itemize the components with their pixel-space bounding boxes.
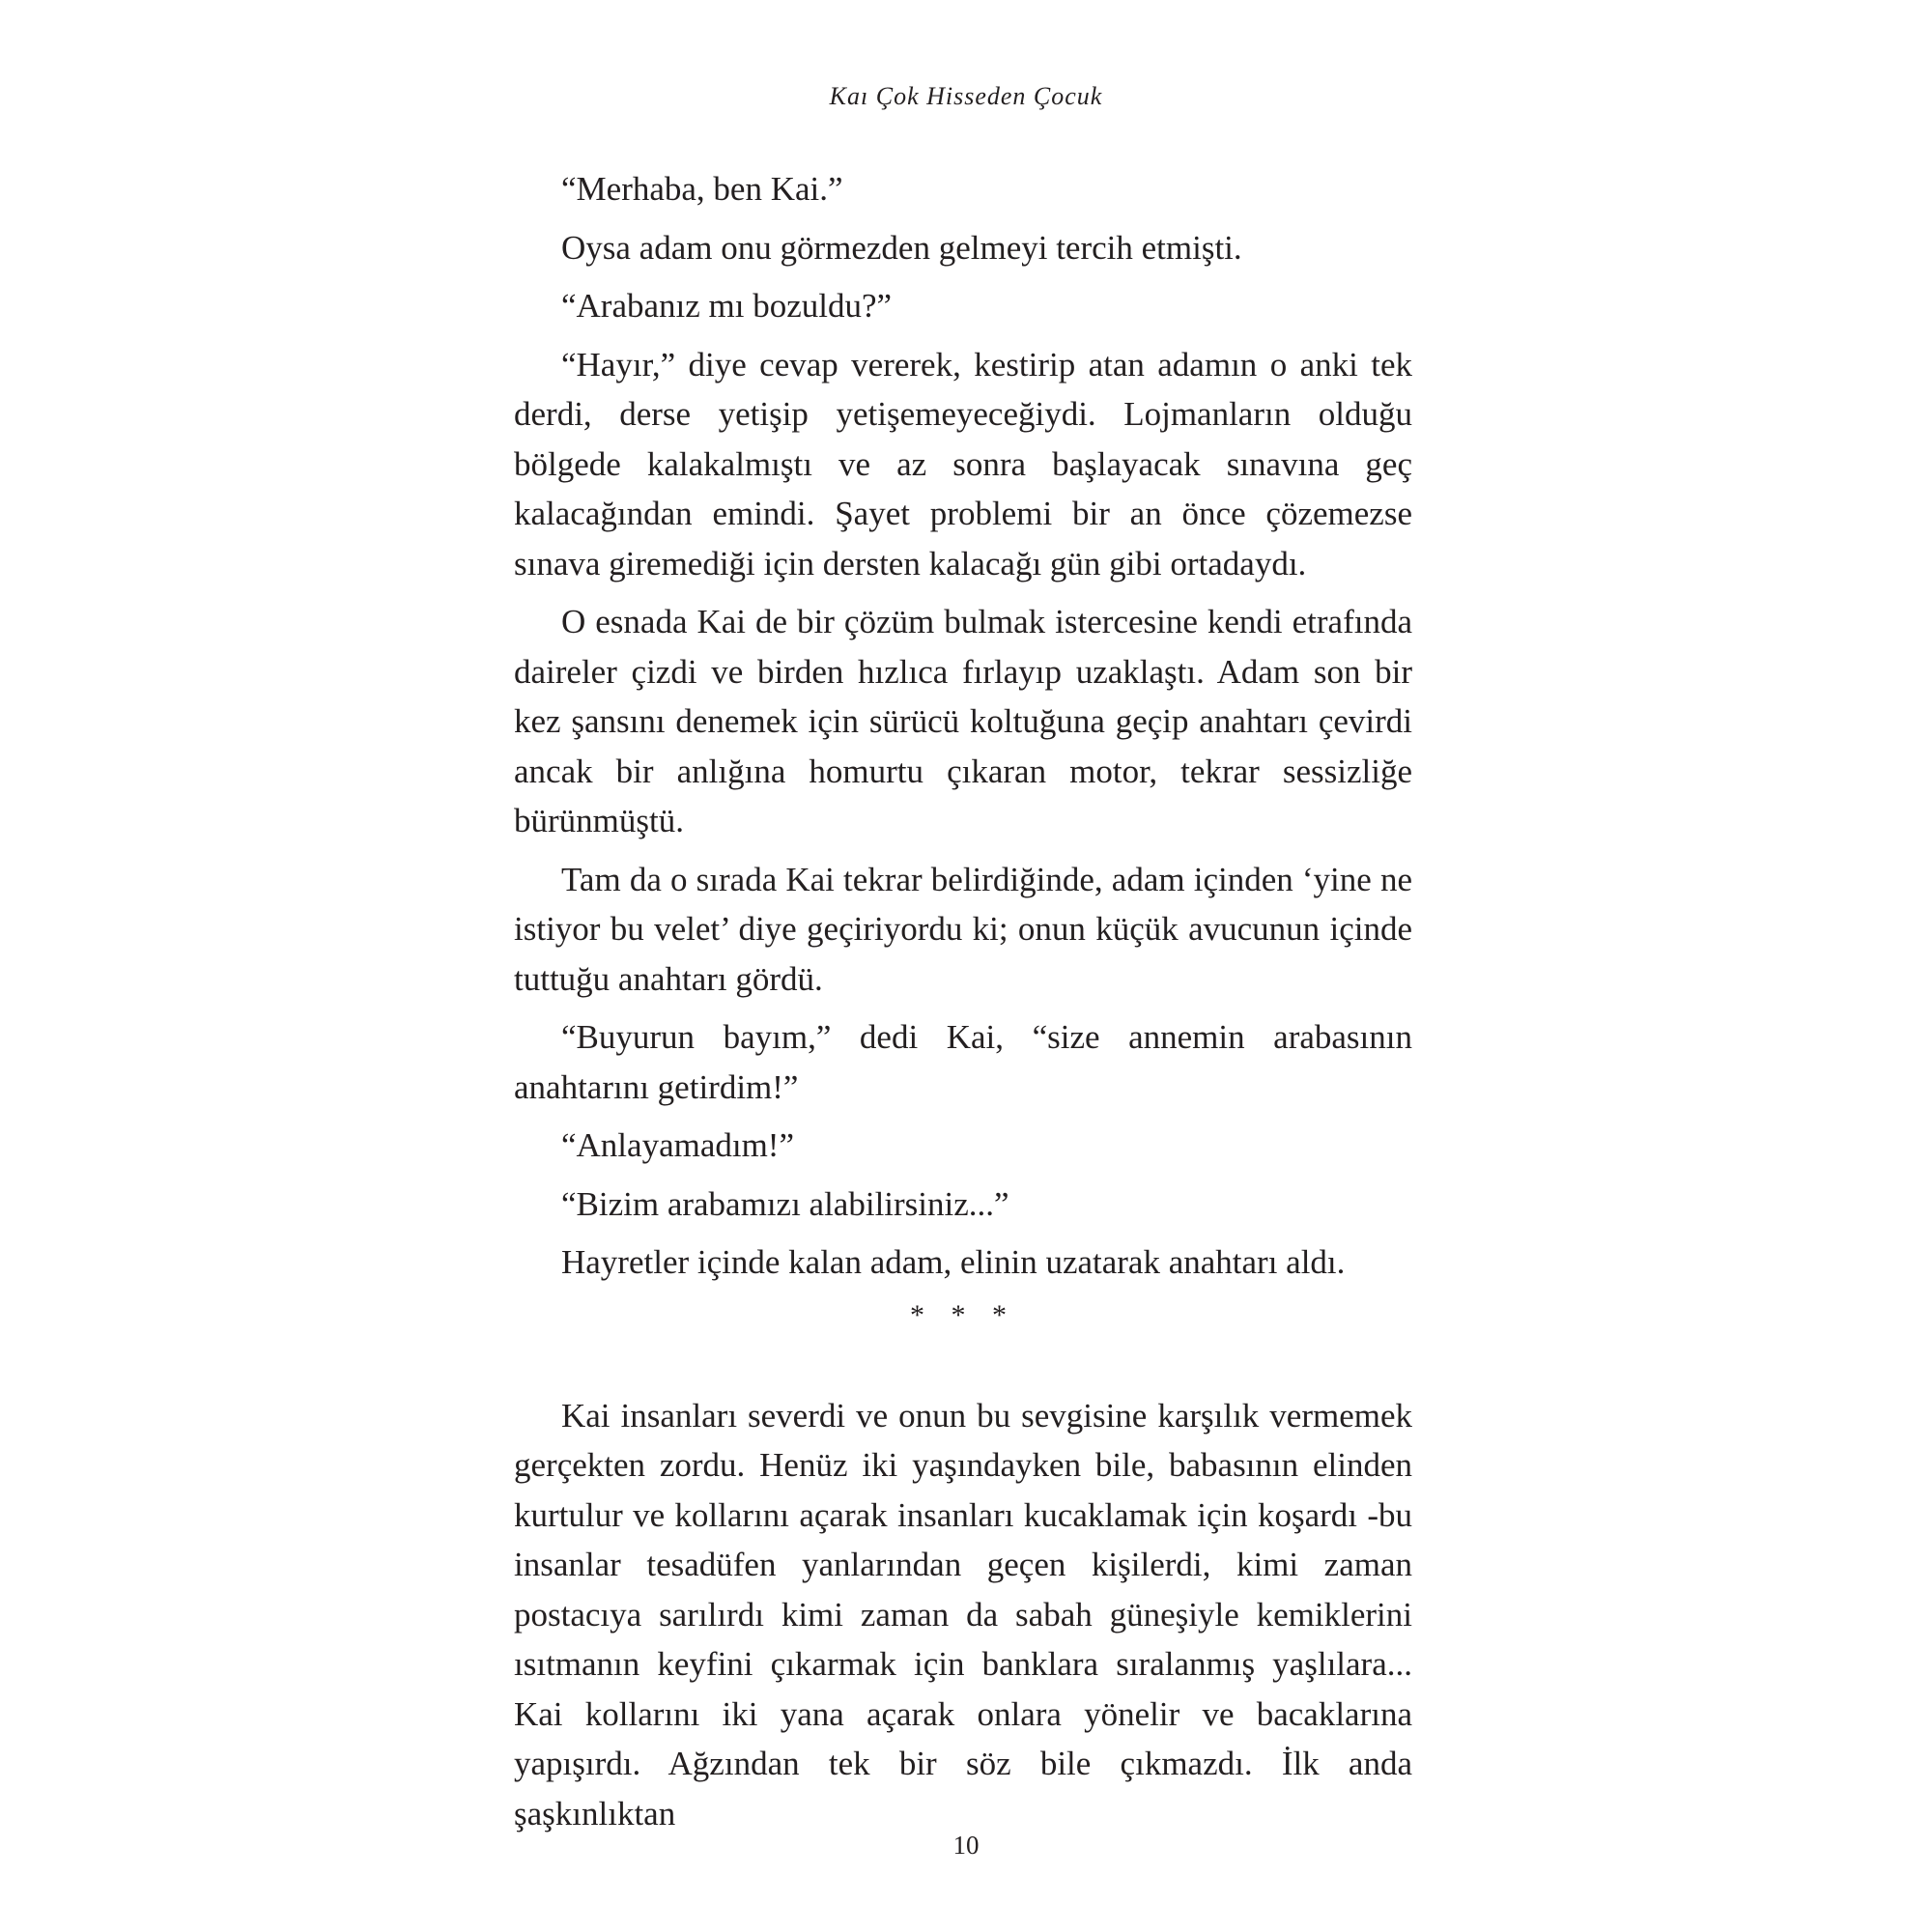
page-number: 10 [952,1831,980,1860]
paragraph: “Arabanız mı bozuldu?” [561,287,893,325]
paragraph: “Buyurun bayım,” dedi Kai, “size annemin arabasının anahtarını getirdim!” [514,1018,1412,1106]
running-head-title: Kaı Çok Hisseden Çocuk [829,82,1103,110]
paragraph: “Anlayamadım!” [561,1126,795,1164]
paragraph: Kai insanları severdi ve onun bu sevgisine karşılık vermemek gerçekten zordu. Henüz iki yaşındayken bile, babasının elinden kurtulur ve kollarını açarak insanları kucaklamak için koşardı -bu insanlar tesadüfen yanlarından geçen kişilerdi, kimi zaman postacıya sarılırdı kimi zaman da sabah güneşiyle kemiklerini ısıtmanın keyfini çıkarmak için banklara sıralanmış yaşlılara... Kai kollarını iki yana açarak onlara yönelir ve bacaklarına yapışırdı. Ağzından tek bir söz bile çıkmazdı. İlk anda şaşkınlıktan [514,1396,1412,1833]
section-break: * * * [910,1298,1016,1331]
paragraph: “Merhaba, ben Kai.” [561,170,843,208]
paragraph: O esnada Kai de bir çözüm bulmak istercesine kendi etrafında daireler çizdi ve birden hızlıca fırlayıp uzaklaştı. Adam son bir kez şansını denemek için sürücü koltuğuna geçip anahtarı çevirdi ancak bir anlığına homurtu çıkaran motor, tekrar sessizliğe bürünmüştü. [514,603,1412,839]
paragraph: “Bizim arabamızı alabilirsiniz...” [561,1184,1009,1223]
paragraph: “Hayır,” diye cevap vererek, kestirip atan adamın o anki tek derdi, derse yetişip yetişemeyeceğiydi. Lojmanların olduğu bölgede kalakalmıştı ve az sonra başlayacak sınavına geç kalacağından emindi. Şayet problemi bir an önce çözemezse sınava giremediği için dersten kalacağı gün gibi ortadaydı. [514,345,1412,582]
paragraph: Tam da o sırada Kai tekrar belirdiğinde, adam içinden ‘yine ne istiyor bu velet’ diye geçiriyordu ki; onun küçük avucunun içinde tuttuğu anahtarı gördü. [514,860,1412,998]
paragraph: Hayretler içinde kalan adam, elinin uzatarak anahtarı aldı. [561,1243,1346,1281]
paragraph: Oysa adam onu görmezden gelmeyi tercih etmişti. [561,228,1242,267]
body-text [514,164,1412,1847]
